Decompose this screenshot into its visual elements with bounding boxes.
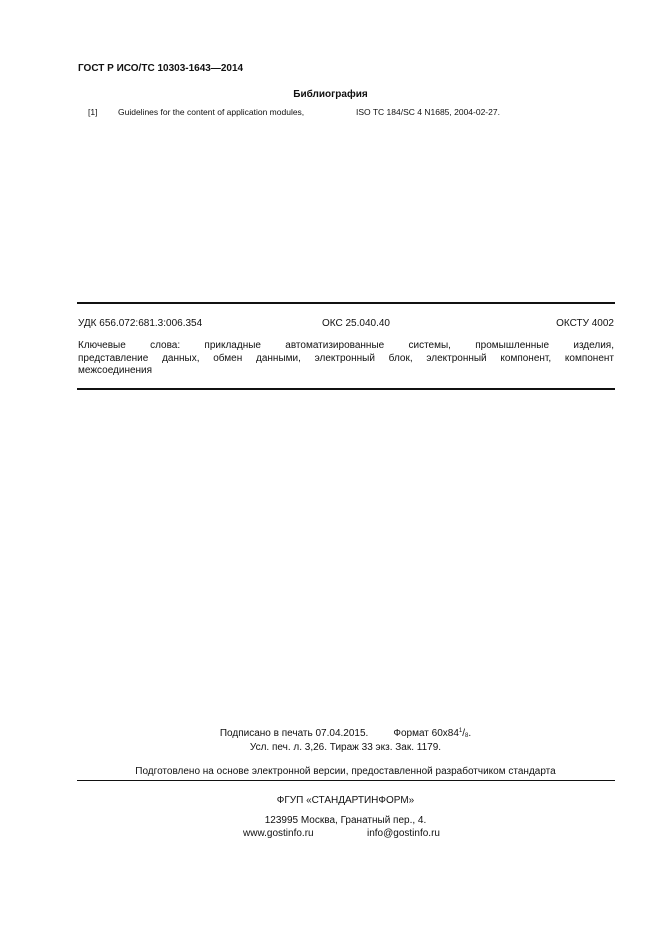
okstu-code: ОКСТУ 4002 — [556, 318, 614, 329]
keywords-block — [78, 340, 614, 378]
entry-title: Guidelines for the content of application modules, — [118, 107, 305, 117]
keywords-line: представление данных, обмен данными, электронный блок, электронный компонент, компонент — [78, 352, 614, 364]
publisher-name: ФГУП «СТАНДАРТИНФОРМ» — [276, 795, 415, 806]
email-link[interactable]: info@gostinfo.ru — [367, 828, 440, 839]
bibliography-title: Библиография — [293, 89, 368, 100]
paper-format: Формат $60x84^1/8$. — [393, 728, 472, 739]
website-link[interactable]: www.gostinfo.ru — [243, 828, 314, 839]
publisher-contacts — [243, 828, 440, 839]
divider-top — [77, 302, 615, 304]
divider-bottom — [77, 388, 615, 390]
imprint-line-1 — [0, 728, 661, 739]
udk-code: УДК 656.072:681.3:006.354 — [78, 318, 203, 329]
keywords-line: Ключевые слова: прикладные автоматизированные системы, промышленные изделия, — [78, 340, 614, 351]
prepared-note: Подготовлено на основе электронной версии, предоставленной разработчиком стандарта — [135, 766, 556, 777]
publisher-address: 123995 Москва, Гранатный пер., 4. — [264, 815, 427, 826]
entry-reference: ISO TC 184/SC 4 N1685, 2004-02-27. — [356, 107, 500, 117]
oks-code: ОКС 25.040.40 — [322, 318, 390, 329]
standard-id: ГОСТ Р ИСО/ТС 10303-1643—2014 — [78, 63, 244, 74]
divider-thin — [77, 780, 615, 781]
bibliography-entry — [88, 107, 500, 117]
entry-number: [1] — [88, 107, 98, 117]
imprint-line-2: Усл. печ. л. 3,26. Тираж 33 экз. Зак. 1179. — [249, 742, 442, 753]
signed-date: Подписано в печать 07.04.2015. — [219, 728, 369, 739]
keywords-line: межсоединения — [78, 365, 153, 376]
